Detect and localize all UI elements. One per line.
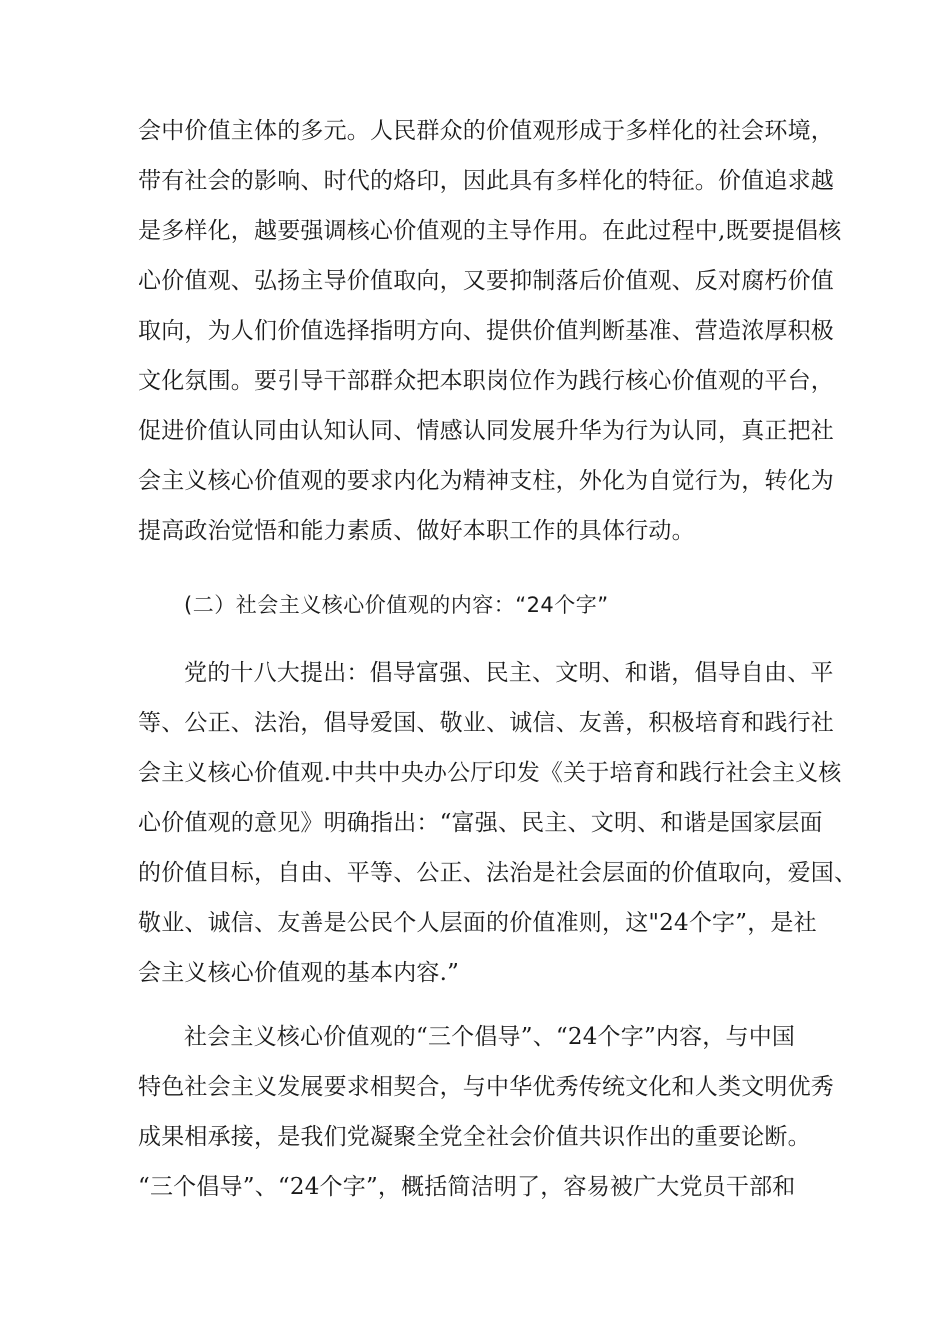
paragraph-line: 促进价值认同由认知认同、情感认同发展升华为行为认同，真正把社 <box>138 418 834 444</box>
paragraph-line: 社会主义核心价值观的“三个倡导”、“24个字”内容，与中国 <box>184 1024 796 1050</box>
paragraph-line: 会中价值主体的多元。人民群众的价值观形成于多样化的社会环境， <box>138 118 834 144</box>
paragraph-line: 党的十八大提出：倡导富强、民主、文明、和谐，倡导自由、平 <box>184 660 834 686</box>
paragraph-line: 是多样化，越要强调核心价值观的主导作用。在此过程中,既要提倡核 <box>138 218 842 244</box>
paragraph-line: 敬业、诚信、友善是公民个人层面的价值准则，这"24个字”，是社 <box>138 910 817 936</box>
paragraph-line: 会主义核心价值观的基本内容.” <box>138 960 460 986</box>
paragraph-line: 成果相承接，是我们党凝聚全党全社会价值共识作出的重要论断。 <box>138 1124 811 1150</box>
section-heading: (二）社会主义核心价值观的内容：“24个字” <box>184 593 609 617</box>
paragraph-line: 文化氛围。要引导干部群众把本职岗位作为践行核心价值观的平台， <box>138 368 834 394</box>
paragraph-line: 的价值目标，自由、平等、公正、法治是社会层面的价值取向，爱国、 <box>138 860 858 886</box>
paragraph-line: 带有社会的影响、时代的烙印，因此具有多样化的特征。价值追求越 <box>138 168 834 194</box>
paragraph-line: “三个倡导”、“24个字”，概括简洁明了，容易被广大党员干部和 <box>138 1174 796 1200</box>
paragraph-line: 会主义核心价值观.中共中央办公厅印发《关于培育和践行社会主义核 <box>138 760 842 786</box>
paragraph-line: 等、公正、法治，倡导爱国、敬业、诚信、友善，积极培育和践行社 <box>138 710 834 736</box>
paragraph-line: 取向，为人们价值选择指明方向、提供价值判断基准、营造浓厚积极 <box>138 318 834 344</box>
paragraph-line: 会主义核心价值观的要求内化为精神支柱，外化为自觉行为，转化为 <box>138 468 834 494</box>
paragraph-line: 提高政治觉悟和能力素质、做好本职工作的具体行动。 <box>138 518 695 544</box>
paragraph-line: 心价值观的意见》明确指出：“富强、民主、文明、和谐是国家层面 <box>138 810 823 836</box>
paragraph-line: 特色社会主义发展要求相契合，与中华优秀传统文化和人类文明优秀 <box>138 1074 834 1100</box>
paragraph-line: 心价值观、弘扬主导价值取向，又要抑制落后价值观、反对腐朽价值 <box>138 268 834 294</box>
